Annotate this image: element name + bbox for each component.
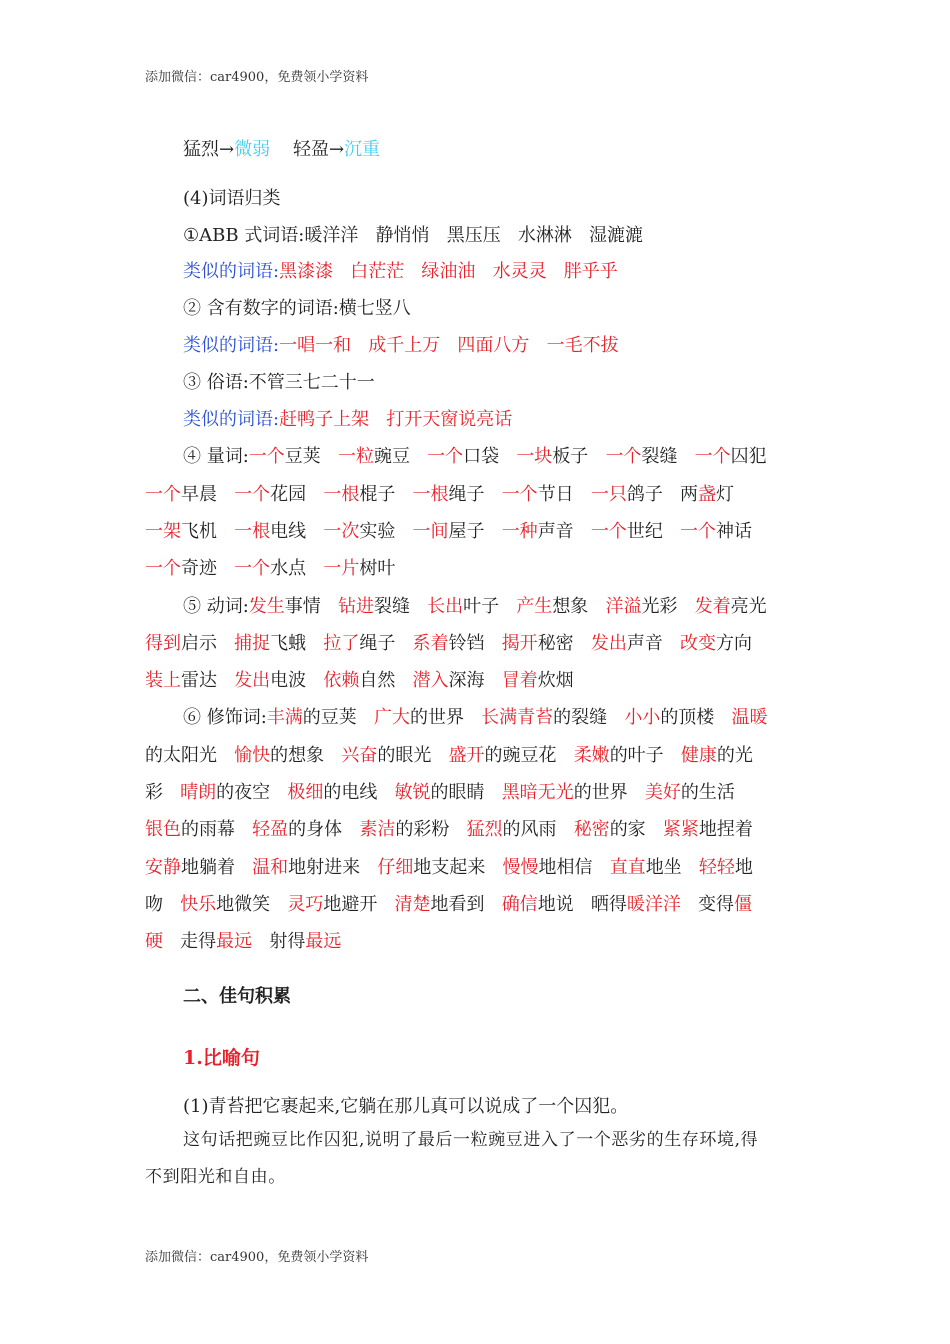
page-footer: 添加微信：car4900，免费领小学资料 — [145, 1250, 369, 1265]
highlighted-word: 一块 — [516, 446, 553, 467]
text-segment: 地支起来 — [413, 857, 503, 878]
highlighted-word: 一片 — [323, 558, 360, 579]
highlighted-word: 一次 — [323, 521, 360, 542]
label-text: 类似的词语: — [183, 409, 280, 430]
text-segment: 深海 — [448, 670, 502, 691]
text-line — [145, 818, 753, 842]
text-segment: 方向 — [716, 633, 753, 654]
text-line — [183, 595, 767, 619]
highlighted-word: 兴奋 — [341, 745, 378, 766]
highlighted-word: 仔细 — [377, 857, 414, 878]
text-line — [183, 445, 767, 469]
highlighted-word: 一个 — [590, 521, 627, 542]
text-segment: ④ 量词: — [183, 446, 249, 467]
highlighted-word: 发出 — [590, 633, 627, 654]
highlighted-word: 一架 — [145, 521, 181, 542]
highlighted-word: 清楚 — [394, 894, 431, 915]
text-line — [183, 297, 411, 321]
highlighted-word: 装上 — [145, 670, 181, 691]
highlighted-word: 赶鸭子上架 打开天窗说亮话 — [279, 409, 513, 430]
text-line — [183, 187, 281, 211]
highlighted-word: 发着 — [694, 596, 731, 617]
text-segment: 灯 — [716, 484, 735, 505]
text-segment: 铃铛 — [448, 633, 502, 654]
highlighted-word: 慢慢 — [502, 857, 539, 878]
highlighted-word: 轻盈 — [252, 819, 289, 840]
text-segment: 秘密 — [537, 633, 591, 654]
text-segment: 水点 — [270, 558, 324, 579]
highlighted-word: 冒着 — [501, 670, 538, 691]
highlighted-word: 温暖 — [731, 707, 768, 728]
text-segment: 的彩粉 — [395, 819, 467, 840]
highlighted-word: 一间 — [412, 521, 449, 542]
text-segment: 豌豆 — [373, 446, 428, 467]
highlighted-word: 美好 — [644, 782, 681, 803]
text-segment: 电线 — [270, 521, 324, 542]
text-segment: 的身体 — [288, 819, 360, 840]
text-segment: 吻 — [145, 894, 181, 915]
highlighted-word: 直直 — [609, 857, 646, 878]
highlighted-word: 秘密 — [573, 819, 610, 840]
text-segment: 豆荚 — [284, 446, 338, 467]
highlighted-word: 最远 — [305, 931, 342, 952]
text-line — [145, 781, 735, 805]
highlighted-word: 一个 — [605, 446, 642, 467]
text-segment: 世纪 — [626, 521, 681, 542]
text-segment: 彩 — [145, 782, 181, 803]
highlighted-word: 僵 — [734, 894, 753, 915]
text-segment: 地躺着 — [181, 857, 253, 878]
text-segment: 实验 — [359, 521, 413, 542]
text-segment: 地避开 — [323, 894, 395, 915]
highlighted-word: 黑暗无光 — [501, 782, 574, 803]
text-segment: 的叶子 — [609, 745, 681, 766]
example-sentence: (1)青苔把它裹起来,它躺在那儿真可以说成了一个囚犯。 — [183, 1096, 629, 1117]
text-segment: 的夜空 — [216, 782, 288, 803]
text-segment: 自然 — [359, 670, 413, 691]
text-segment: 启示 — [181, 633, 235, 654]
text-segment: 地捏着 — [698, 819, 753, 840]
highlighted-word: 一根 — [234, 521, 271, 542]
highlighted-word: 安静 — [145, 857, 181, 878]
explanation-line-2: 不到阳光和自由。 — [145, 1167, 286, 1187]
text-line — [183, 408, 512, 432]
text-segment: 的裂缝 — [553, 707, 625, 728]
text-segment: 节日 — [537, 484, 591, 505]
text-segment: 的想象 — [270, 745, 342, 766]
highlighted-word: 盏 — [698, 484, 717, 505]
text-segment: 地微笑 — [216, 894, 288, 915]
highlighted-word: 敏锐 — [394, 782, 431, 803]
text-segment: 板子 — [552, 446, 606, 467]
highlighted-word: 一种 — [501, 521, 538, 542]
highlighted-word: 一个 — [501, 484, 538, 505]
highlighted-word: 洋溢 — [605, 596, 642, 617]
highlighted-word: 拉了 — [323, 633, 360, 654]
text-line — [145, 520, 752, 544]
text-segment: 的世界 — [409, 707, 482, 728]
highlighted-word: 长满青苔 — [481, 707, 554, 728]
text-segment: 的眼光 — [377, 745, 449, 766]
label-text: 类似的词语: — [183, 261, 280, 282]
text-segment: 亮光 — [730, 596, 767, 617]
text-line — [145, 669, 574, 693]
text-line — [145, 483, 734, 507]
highlighted-word: 一个 — [248, 446, 285, 467]
text-segment: 花园 — [270, 484, 324, 505]
highlighted-word: 丰满 — [266, 707, 303, 728]
highlighted-word: 一只 — [590, 484, 627, 505]
subheading: 1.比喻句 — [183, 1047, 260, 1069]
text-segment: 奇迹 — [181, 558, 235, 579]
highlighted-word: 灵巧 — [287, 894, 324, 915]
text-line — [183, 706, 767, 730]
page-header: 添加微信：car4900，免费领小学资料 — [145, 70, 369, 85]
highlighted-word: 一个 — [694, 446, 731, 467]
text-segment: 地看到 — [430, 894, 502, 915]
highlighted-word: 晴朗 — [180, 782, 217, 803]
text-segment: 飞蛾 — [270, 633, 324, 654]
text-segment: 的世界 — [573, 782, 645, 803]
text-segment: 鸽子 两 — [626, 484, 699, 505]
text-segment: 早晨 — [181, 484, 235, 505]
text-line — [145, 893, 752, 917]
text-segment: 地坐 — [645, 857, 699, 878]
highlighted-word: 钻进 — [337, 596, 374, 617]
text-line — [145, 856, 753, 880]
antonym-word: 微弱 — [234, 139, 271, 160]
highlighted-word: 潜入 — [412, 670, 449, 691]
highlighted-word: 产生 — [516, 596, 553, 617]
highlighted-word: 长出 — [427, 596, 464, 617]
text-segment: 的豆荚 — [302, 707, 374, 728]
text-segment: 的电线 — [323, 782, 395, 803]
antonym-word: 沉重 — [344, 139, 381, 160]
text-line — [183, 334, 619, 358]
text-line — [145, 632, 752, 656]
highlighted-word: 一根 — [323, 484, 360, 505]
text-segment: 变得 — [680, 894, 735, 915]
text-segment: 的风雨 — [502, 819, 574, 840]
text-segment: 声音 — [537, 521, 591, 542]
highlighted-word: 黑漆漆 白茫茫 绿油油 水灵灵 胖乎乎 — [279, 261, 618, 282]
text-line — [145, 930, 341, 954]
text-segment: 轻盈→ — [270, 139, 345, 160]
text-segment: 飞机 — [181, 521, 235, 542]
highlighted-word: 盛开 — [448, 745, 485, 766]
section-heading: 二、佳句积累 — [183, 986, 291, 1007]
highlighted-word: 揭开 — [501, 633, 538, 654]
text-segment: 走得 — [163, 931, 217, 952]
text-line — [145, 557, 395, 581]
highlighted-word: 最远 — [216, 931, 253, 952]
text-segment: 的豌豆花 — [484, 745, 574, 766]
highlighted-word: 捕捉 — [234, 633, 271, 654]
text-segment: 地射进来 — [288, 857, 378, 878]
text-segment: 棍子 — [359, 484, 413, 505]
text-segment: 叶子 — [463, 596, 517, 617]
text-segment: 光彩 — [641, 596, 695, 617]
highlighted-word: 小小 — [624, 707, 661, 728]
highlighted-word: 系着 — [412, 633, 449, 654]
text-segment: 神话 — [716, 521, 753, 542]
text-line — [145, 744, 753, 768]
text-segment: 声音 — [626, 633, 681, 654]
highlighted-word: 一个 — [427, 446, 464, 467]
highlighted-word: 一个 — [680, 521, 717, 542]
text-segment: 的太阳光 — [145, 745, 235, 766]
highlighted-word: 紧紧 — [662, 819, 699, 840]
highlighted-word: 银色 — [145, 819, 181, 840]
text-segment: 口袋 — [463, 446, 517, 467]
text-line — [183, 260, 618, 284]
text-segment: ⑤ 动词: — [183, 596, 249, 617]
text-line — [183, 224, 643, 248]
highlighted-word: 一唱一和 成千上万 四面八方 一毛不拔 — [279, 335, 619, 356]
text-segment: 射得 — [252, 931, 306, 952]
text-segment: 囚犯 — [730, 446, 767, 467]
text-segment: 的顶楼 — [660, 707, 732, 728]
text-segment: 裂缝 — [641, 446, 695, 467]
highlighted-word: 轻轻 — [698, 857, 735, 878]
highlighted-word: 得到 — [145, 633, 181, 654]
text-segment: 电波 — [270, 670, 324, 691]
text-segment: 的家 — [609, 819, 663, 840]
text-segment: 的生活 — [680, 782, 735, 803]
text-segment: ⑥ 修饰词: — [183, 707, 267, 728]
highlighted-word: 一粒 — [337, 446, 374, 467]
highlighted-word: 一个 — [145, 484, 181, 505]
text-segment: 雷达 — [181, 670, 235, 691]
highlighted-word: 柔嫩 — [573, 745, 610, 766]
highlighted-word: 确信 — [501, 894, 538, 915]
text-segment: ③ 俗语:不管三七二十一 — [183, 372, 375, 393]
text-segment: 的眼睛 — [430, 782, 502, 803]
text-segment: 裂缝 — [373, 596, 428, 617]
label-text: 类似的词语: — [183, 335, 280, 356]
highlighted-word: 一个 — [145, 558, 181, 579]
highlighted-word: 改变 — [680, 633, 717, 654]
text-segment: 绳子 — [448, 484, 502, 505]
highlighted-word: 一个 — [234, 558, 271, 579]
highlighted-word: 健康 — [680, 745, 717, 766]
highlighted-word: 猛烈 — [466, 819, 503, 840]
highlighted-word: 广大 — [373, 707, 410, 728]
highlighted-word: 温和 — [252, 857, 289, 878]
text-segment: ② 含有数字的词语:横七竖八 — [183, 298, 411, 319]
highlighted-word: 依赖 — [323, 670, 360, 691]
text-segment: 地说 晒得 — [537, 894, 627, 915]
text-line — [183, 371, 375, 395]
text-segment: 树叶 — [359, 558, 396, 579]
text-segment: 的光 — [716, 745, 753, 766]
highlighted-word: 发生 — [248, 596, 285, 617]
text-line — [183, 138, 380, 162]
text-segment: 炊烟 — [537, 670, 574, 691]
highlighted-word: 愉快 — [234, 745, 271, 766]
highlighted-word: 硬 — [145, 931, 163, 952]
text-segment: 事情 — [284, 596, 338, 617]
highlighted-word: 一个 — [234, 484, 271, 505]
highlighted-word: 暖洋洋 — [626, 894, 681, 915]
text-segment: (4)词语归类 — [183, 188, 281, 209]
highlighted-word: 极细 — [287, 782, 324, 803]
highlighted-word: 发出 — [234, 670, 271, 691]
text-segment: 地 — [734, 857, 753, 878]
text-segment: 屋子 — [448, 521, 502, 542]
text-segment: ①ABB 式词语:暖洋洋 静悄悄 黑压压 水淋淋 湿漉漉 — [183, 225, 644, 246]
text-segment: 想象 — [552, 596, 606, 617]
explanation-line-1: 这句话把豌豆比作囚犯,说明了最后一粒豌豆进入了一个恶劣的生存环境,得 — [183, 1130, 759, 1150]
highlighted-word: 一根 — [412, 484, 449, 505]
text-segment: 绳子 — [359, 633, 413, 654]
highlighted-word: 素洁 — [359, 819, 396, 840]
text-segment: 的雨幕 — [181, 819, 253, 840]
text-segment: 猛烈→ — [183, 139, 235, 160]
text-segment: 地相信 — [538, 857, 610, 878]
highlighted-word: 快乐 — [180, 894, 217, 915]
